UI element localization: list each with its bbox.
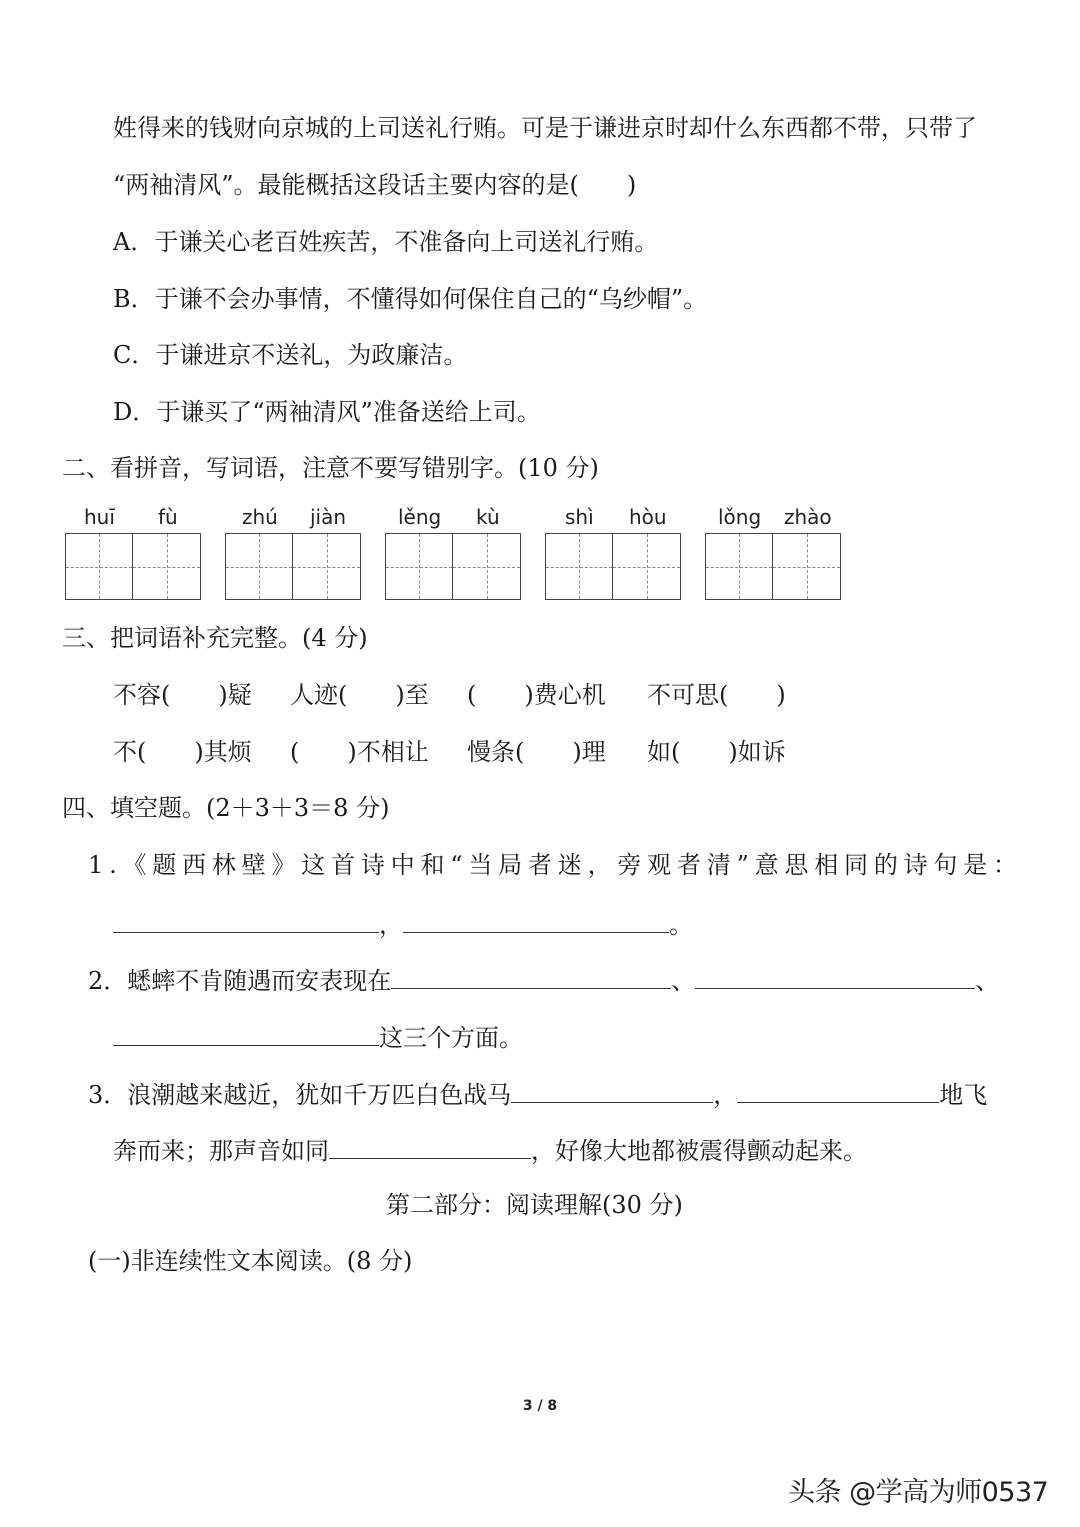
answer-blank[interactable] [391,962,671,989]
page-number: 3 / 8 [522,1398,558,1414]
idiom-item: ( )不相让 [290,738,429,766]
answer-blank[interactable] [511,1076,713,1103]
pinyin: hòu [629,505,667,529]
watermark: 头条 @学高为师0537 [788,1477,1049,1508]
idiom-item: 不( )其烦 [113,738,252,766]
question-2-text: 2．蟋蟀不肯随遇而安表现在 [88,967,392,995]
section-2-title: 二、看拼音，写词语，注意不要写错别字。(10 分) [62,454,599,482]
idiom-item: 不可思( ) [647,681,786,709]
period: 。 [669,911,693,939]
question-1-answer-line [113,906,693,941]
idiom-item: 不容( )疑 [113,681,252,709]
writing-grid-box[interactable] [545,533,681,600]
writing-grid-box[interactable] [65,533,201,600]
answer-blank[interactable] [113,906,379,933]
pinyin: zhú [242,505,278,529]
question-3-line-2-start: 奔而来；那声音如同 [113,1137,329,1165]
pinyin: huī [84,505,115,529]
pinyin: lěng [398,505,442,529]
comma: ， [713,1081,738,1109]
comma: ， [379,911,403,939]
pinyin: kù [476,505,500,529]
question-2 [88,962,999,997]
intro-line-1: 姓得来的钱财向京城的上司送礼行贿。可是于谦进京时却什么东西都不带，只带了 [113,114,977,142]
pinyin: zhào [784,505,832,529]
pinyin: lǒng [718,505,762,529]
question-3-mid: 地飞 [939,1081,988,1109]
separator: 、 [975,967,1000,995]
separator: 、 [671,967,696,995]
question-1: 1.《题西林壁》这首诗中和“当局者迷，旁观者清”意思相同的诗句是： [88,851,1023,879]
question-3-text: 3．浪潮越来越近，犹如千万匹白色战马 [88,1081,512,1109]
question-3-line-2 [113,1132,867,1167]
answer-blank[interactable] [329,1132,531,1159]
writing-grid-box[interactable] [225,533,361,600]
question-3 [88,1076,987,1111]
option-d: D．于谦买了“两袖清风”准备送给上司。 [113,398,541,426]
question-2-line-2 [113,1019,523,1054]
part-2-title: 第二部分：阅读理解(30 分) [386,1191,683,1219]
answer-blank[interactable] [737,1076,939,1103]
intro-line-2: “两袖清风”。最能概括这段话主要内容的是( ) [113,171,637,199]
idiom-item: 人迹( )至 [290,681,429,709]
pinyin: fù [158,505,178,529]
pinyin: shì [565,505,594,529]
question-3-line-2-end: ，好像大地都被震得颤动起来。 [531,1137,867,1165]
writing-grid-box[interactable] [385,533,521,600]
idiom-item: 慢条( )理 [467,738,606,766]
answer-blank[interactable] [403,906,669,933]
section-3-title: 三、把词语补充完整。(4 分) [62,624,368,652]
idiom-item: ( )费心机 [467,681,606,709]
section-4-title: 四、填空题。(2＋3＋3＝8 分) [62,794,390,822]
question-2-end: 这三个方面。 [379,1024,523,1052]
option-a: A．于谦关心老百姓疾苦，不准备向上司送礼行贿。 [113,228,659,256]
pinyin: jiàn [310,505,347,529]
option-c: C．于谦进京不送礼，为政廉洁。 [113,341,468,369]
part-2-subtitle: (一)非连续性文本阅读。(8 分) [88,1247,413,1275]
option-b: B．于谦不会办事情，不懂得如何保住自己的“乌纱帽”。 [113,285,708,313]
answer-blank[interactable] [113,1019,379,1046]
writing-grid-box[interactable] [705,533,841,600]
idiom-item: 如( )如诉 [647,738,786,766]
answer-blank[interactable] [695,962,975,989]
